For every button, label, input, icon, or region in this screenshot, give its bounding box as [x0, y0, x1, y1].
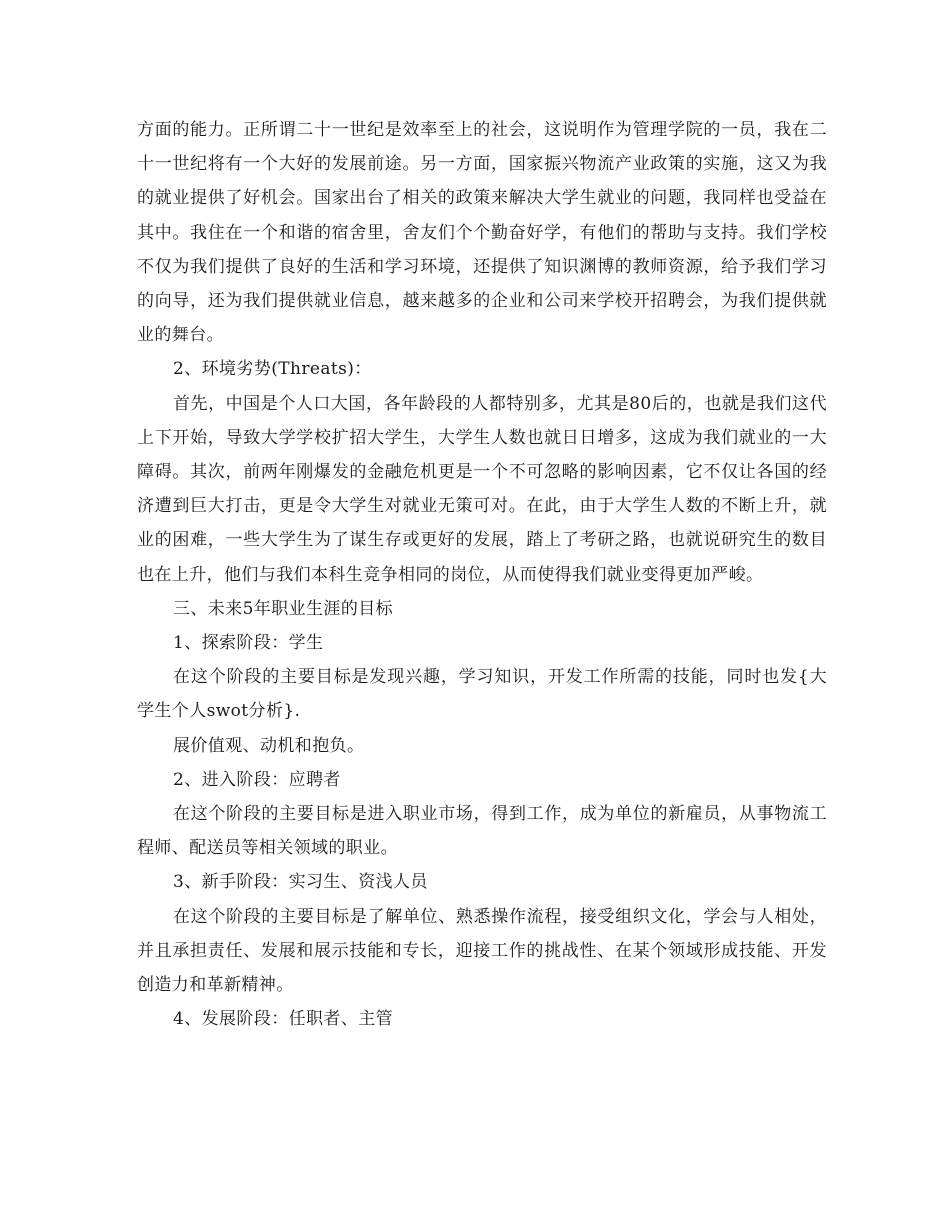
paragraph-explore-stage: 在这个阶段的主要目标是发现兴趣，学习知识，开发工作所需的技能，同时也发{大学生个人swot分析}.: [137, 667, 827, 722]
heading-career-goals: 三、未来5年职业生涯的目标: [173, 598, 394, 619]
paragraph-entry-stage: 在这个阶段的主要目标是进入职业市场，得到工作，成为单位的新雇员，从事物流工程师、配送员等相关领域的职业。: [137, 804, 827, 859]
paragraph-values: 展价值观、动机和抱负。: [173, 735, 365, 756]
heading-environment-threats: 2、环境劣势(Threats)：: [173, 359, 372, 380]
paragraph-capability: 方面的能力。正所谓二十一世纪是效率至上的社会，这说明作为管理学院的一员，我在二十一世纪将有一个大好的发展前途。另一方面，国家振兴物流产业政策的实施，这又为我的就业提供了好机会。国家出台了相关的政策来解决大学生就业的问题，我同样也受益在其中。我住在一个和谐的宿舍里，舍友们个个勤奋好学，有他们的帮助与支持。我们学校不仅为我们提供了良好的生活和学习环境，还提供了知识渊博的教师资源，给予我们学习的向导，还为我们提供就业信息，越来越多的企业和公司来学校开招聘会，为我们提供就业的舞台。: [137, 120, 827, 346]
heading-novice-stage: 3、新手阶段：实习生、资浅人员: [173, 872, 428, 893]
document-body: [137, 113, 827, 1036]
heading-explore-stage: 1、探索阶段：学生: [173, 633, 324, 654]
heading-development-stage: 4、发展阶段：任职者、主管: [173, 1009, 394, 1030]
paragraph-novice-stage: 在这个阶段的主要目标是了解单位、熟悉操作流程，接受组织文化，学会与人相处，并且承担责任、发展和展示技能和专长，迎接工作的挑战性、在某个领域形成技能、开发创造力和革新精神。: [137, 906, 827, 996]
heading-entry-stage: 2、进入阶段：应聘者: [173, 769, 341, 790]
paragraph-threats: 首先，中国是个人口大国，各年龄段的人都特别多，尤其是80后的，也就是我们这代上下开始，导致大学学校扩招大学生，大学生人数也就日日增多，这成为我们就业的一大障碍。其次，前两年刚爆发的金融危机更是一个不可忽略的影响因素，它不仅让各国的经济遭到巨大打击，更是令大学生对就业无策可对。在此，由于大学生人数的不断上升，就业的困难，一些大学生为了谋生存或更好的发展，踏上了考研之路，也就说研究生的数目也在上升，他们与我们本科生竞争相同的岗位，从而使得我们就业变得更加严峻。: [137, 393, 827, 585]
